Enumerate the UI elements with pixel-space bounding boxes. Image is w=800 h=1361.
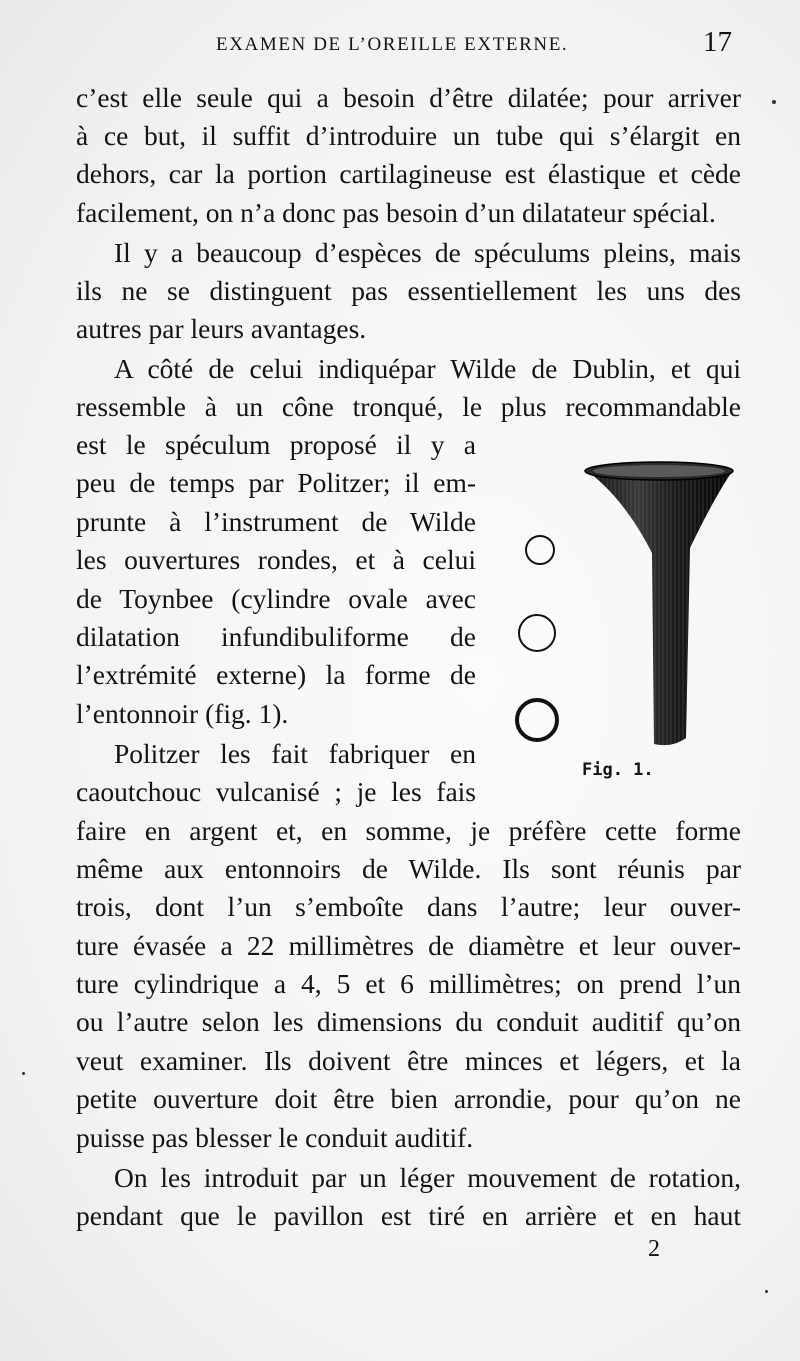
text-line: peu de temps par Politzer; il em- — [76, 467, 476, 498]
ink-speck — [772, 100, 776, 104]
text-line: à ce but, il suffit d’introduire un tube qui s’élargit en — [76, 120, 741, 151]
speculum-illustration — [514, 458, 744, 758]
text-line: les ouvertures rondes, et à celui — [76, 544, 476, 575]
text-line: dilatation infundibuliforme de — [76, 621, 476, 652]
page-number: 17 — [703, 26, 732, 58]
text-line: faire en argent et, en somme, je préfère cette forme — [76, 815, 741, 846]
text-line: caoutchouc vulcanisé ; je les fais — [76, 776, 476, 807]
text-line: prunte à l’instrument de Wilde — [76, 506, 476, 537]
opening-medium-ring — [519, 615, 555, 651]
text-line: veut examiner. Ils doivent être minces et légers, et la — [76, 1045, 741, 1076]
text-line: l’entonnoir (fig. 1). — [76, 698, 289, 729]
text-line: ils ne se distinguent pas essentiellement les uns des — [76, 275, 741, 306]
text-line: Il y a beaucoup d’espèces de spéculums pleins, mais — [114, 237, 741, 268]
text-line: dehors, car la portion cartilagineuse est élastique et cède — [76, 158, 741, 189]
text-line: petite ouverture doit être bien arrondie, pour qu’on ne — [76, 1083, 741, 1114]
text-line: facilement, on n’a donc pas besoin d’un dilatateur spécial. — [76, 197, 716, 228]
figure-caption: Fig. 1. — [582, 760, 654, 780]
running-title: EXAMEN DE L’OREILLE EXTERNE. — [216, 34, 569, 55]
text-line: trois, dont l’un s’emboîte dans l’autre; leur ouver- — [76, 891, 741, 922]
text-line: ou l’autre selon les dimensions du conduit auditif qu’on — [76, 1006, 741, 1037]
text-line: pendant que le pavillon est tiré en arrière et en haut — [76, 1200, 741, 1231]
text-line: Politzer les fait fabriquer en — [114, 738, 476, 769]
text-line: même aux entonnoirs de Wilde. Ils sont réunis par — [76, 853, 741, 884]
ink-speck — [22, 1072, 25, 1075]
text-line: A côté de celui indiquépar Wilde de Dublin, et qui — [114, 353, 741, 384]
ink-speck — [765, 1290, 768, 1293]
text-line: ressemble à un cône tronqué, le plus recommandable — [76, 391, 741, 422]
text-line: ture évasée a 22 millimètres de diamètre et leur ouver- — [76, 930, 741, 961]
page-header — [76, 26, 744, 66]
text-line: de Toynbee (cylindre ovale avec — [76, 583, 476, 614]
text-line: ture cylindrique a 4, 5 et 6 millimètres; on prend l’un — [76, 968, 741, 999]
opening-large-ring — [517, 700, 557, 740]
speculum-figure — [514, 458, 744, 788]
signature-mark: 2 — [648, 1236, 660, 1262]
text-line: c’est elle seule qui a besoin d’être dilatée; pour arriver — [76, 82, 741, 113]
text-line: On les introduit par un léger mouvement de rotation, — [114, 1162, 741, 1193]
text-line: est le spéculum proposé il y a — [76, 429, 476, 460]
text-line: l’extrémité externe) la forme de — [76, 659, 476, 690]
text-line: puisse pas blesser le conduit auditif. — [76, 1122, 474, 1153]
text-line: autres par leurs avantages. — [76, 313, 367, 344]
opening-small-ring — [526, 536, 554, 564]
